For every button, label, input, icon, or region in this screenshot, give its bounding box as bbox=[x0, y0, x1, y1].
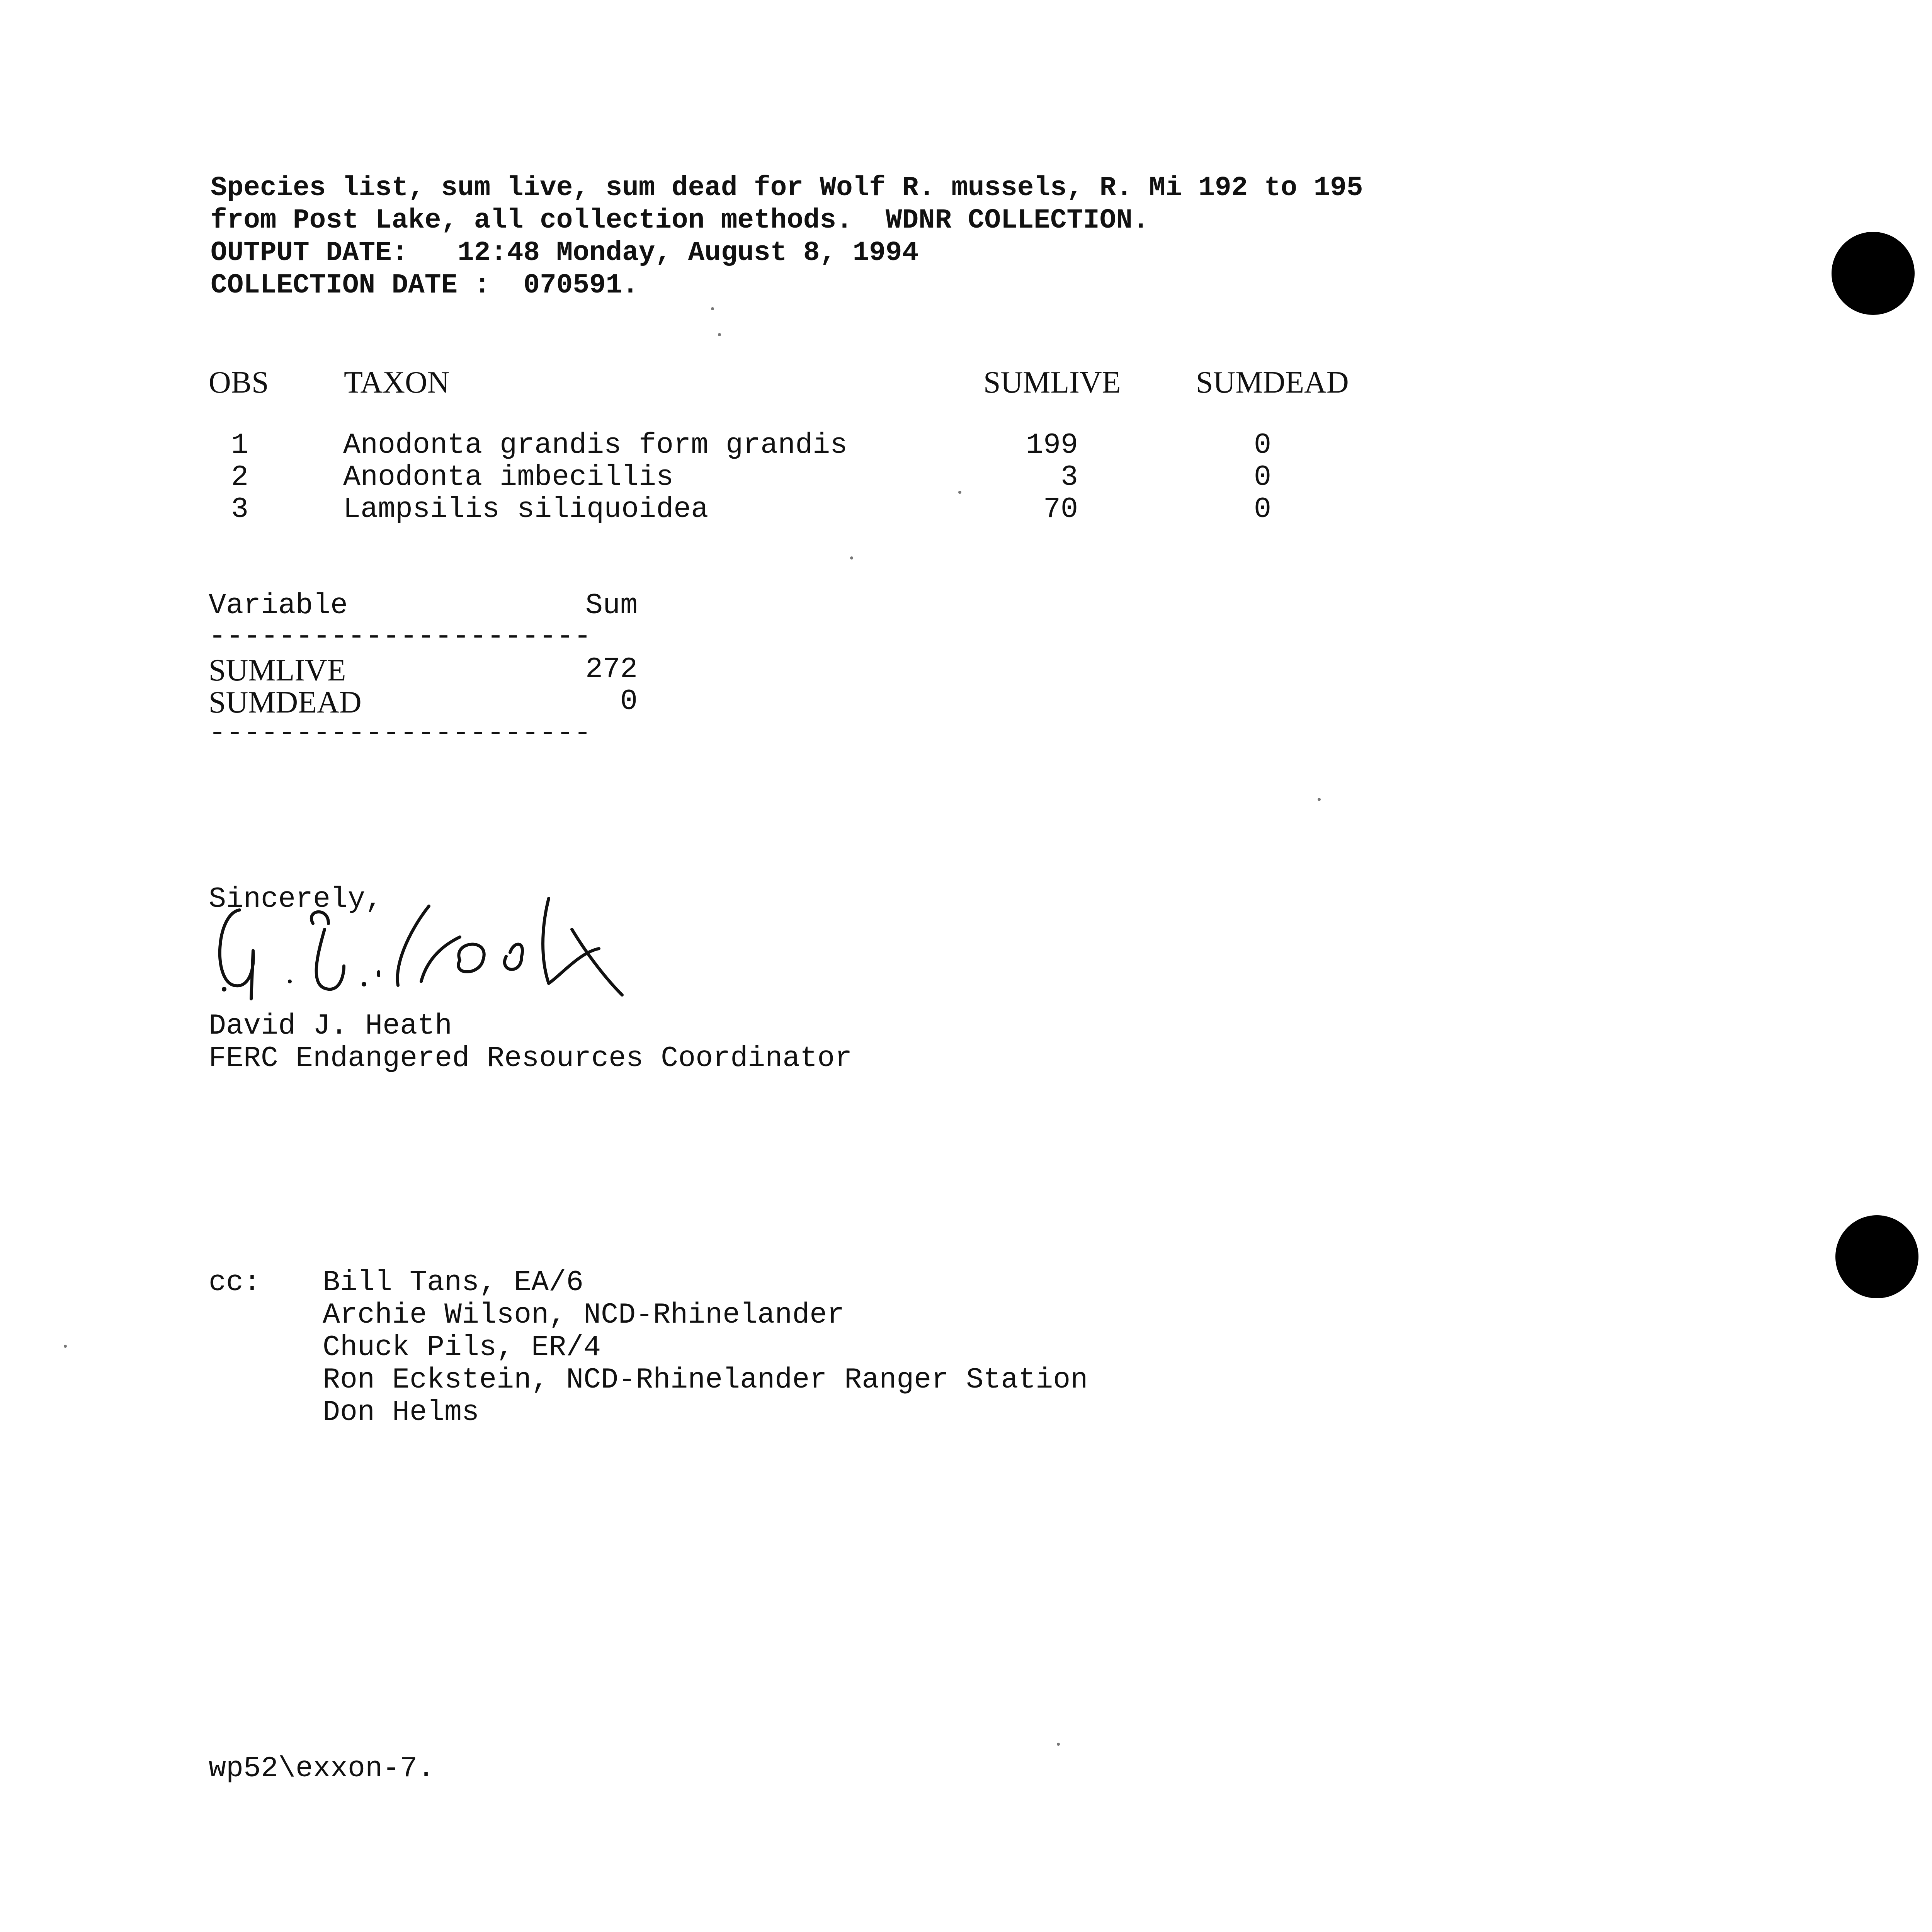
col-header-taxon: TAXON bbox=[344, 366, 450, 400]
col-header-sumdead: SUMDEAD bbox=[1196, 366, 1349, 400]
row-variable: SUMDEAD bbox=[209, 685, 362, 719]
scan-speck bbox=[1057, 1743, 1060, 1746]
scan-speck bbox=[850, 556, 853, 560]
row-sum: 272 bbox=[585, 653, 638, 686]
scan-speck bbox=[1318, 798, 1321, 801]
header-collection-date: COLLECTION DATE : 070591. bbox=[211, 270, 639, 301]
scan-speck bbox=[958, 491, 961, 494]
scan-speck bbox=[711, 307, 714, 310]
row-obs: 3 bbox=[231, 493, 249, 526]
cc-recipient: Ron Eckstein, NCD-Rhinelander Ranger Station bbox=[323, 1364, 1088, 1396]
signer-name: David J. Heath bbox=[209, 1010, 452, 1043]
row-obs: 2 bbox=[231, 461, 249, 494]
punch-hole bbox=[1832, 232, 1915, 315]
col-header-sum: Sum bbox=[585, 589, 638, 622]
row-sumdead: 0 bbox=[1254, 461, 1272, 494]
row-sumlive: 3 bbox=[1060, 461, 1078, 494]
cc-recipient: Chuck Pils, ER/4 bbox=[323, 1331, 601, 1364]
row-sumlive: 199 bbox=[1026, 429, 1078, 462]
table-divider: ---------------------- bbox=[209, 717, 592, 750]
scan-speck bbox=[718, 333, 721, 336]
cc-recipient: Archie Wilson, NCD-Rhinelander bbox=[323, 1299, 845, 1332]
row-sum: 0 bbox=[620, 685, 638, 718]
signer-title: FERC Endangered Resources Coordinator bbox=[209, 1042, 852, 1075]
salutation: Sincerely, bbox=[209, 883, 383, 916]
row-obs: 1 bbox=[231, 429, 249, 462]
row-sumlive: 70 bbox=[1043, 493, 1078, 526]
header-output-date: OUTPUT DATE: 12:48 Monday, August 8, 1994 bbox=[211, 238, 919, 269]
header-line-1: Species list, sum live, sum dead for Wolf R. mussels, R. Mi 192 to 195 bbox=[211, 173, 1363, 204]
punch-hole bbox=[1835, 1215, 1918, 1298]
col-header-obs: OBS bbox=[209, 366, 269, 400]
row-sumdead: 0 bbox=[1254, 429, 1272, 462]
row-variable: SUMLIVE bbox=[209, 653, 346, 687]
signature bbox=[213, 883, 638, 1007]
row-taxon: Anodonta grandis form grandis bbox=[343, 429, 848, 462]
cc-recipient: Don Helms bbox=[323, 1396, 480, 1429]
col-header-variable: Variable bbox=[209, 589, 348, 622]
cc-recipient: Bill Tans, EA/6 bbox=[323, 1266, 584, 1299]
header-line-2: from Post Lake, all collection methods. WDNR COLLECTION. bbox=[211, 205, 1149, 236]
cc-label: cc: bbox=[209, 1266, 261, 1299]
row-taxon: Anodonta imbecillis bbox=[343, 461, 674, 494]
row-sumdead: 0 bbox=[1254, 493, 1272, 526]
scan-speck bbox=[64, 1345, 67, 1348]
col-header-sumlive: SUMLIVE bbox=[983, 366, 1121, 400]
table-divider: ---------------------- bbox=[209, 620, 592, 653]
row-taxon: Lampsilis siliquoidea bbox=[343, 493, 709, 526]
file-reference: wp52\exxon-7. bbox=[209, 1752, 435, 1785]
